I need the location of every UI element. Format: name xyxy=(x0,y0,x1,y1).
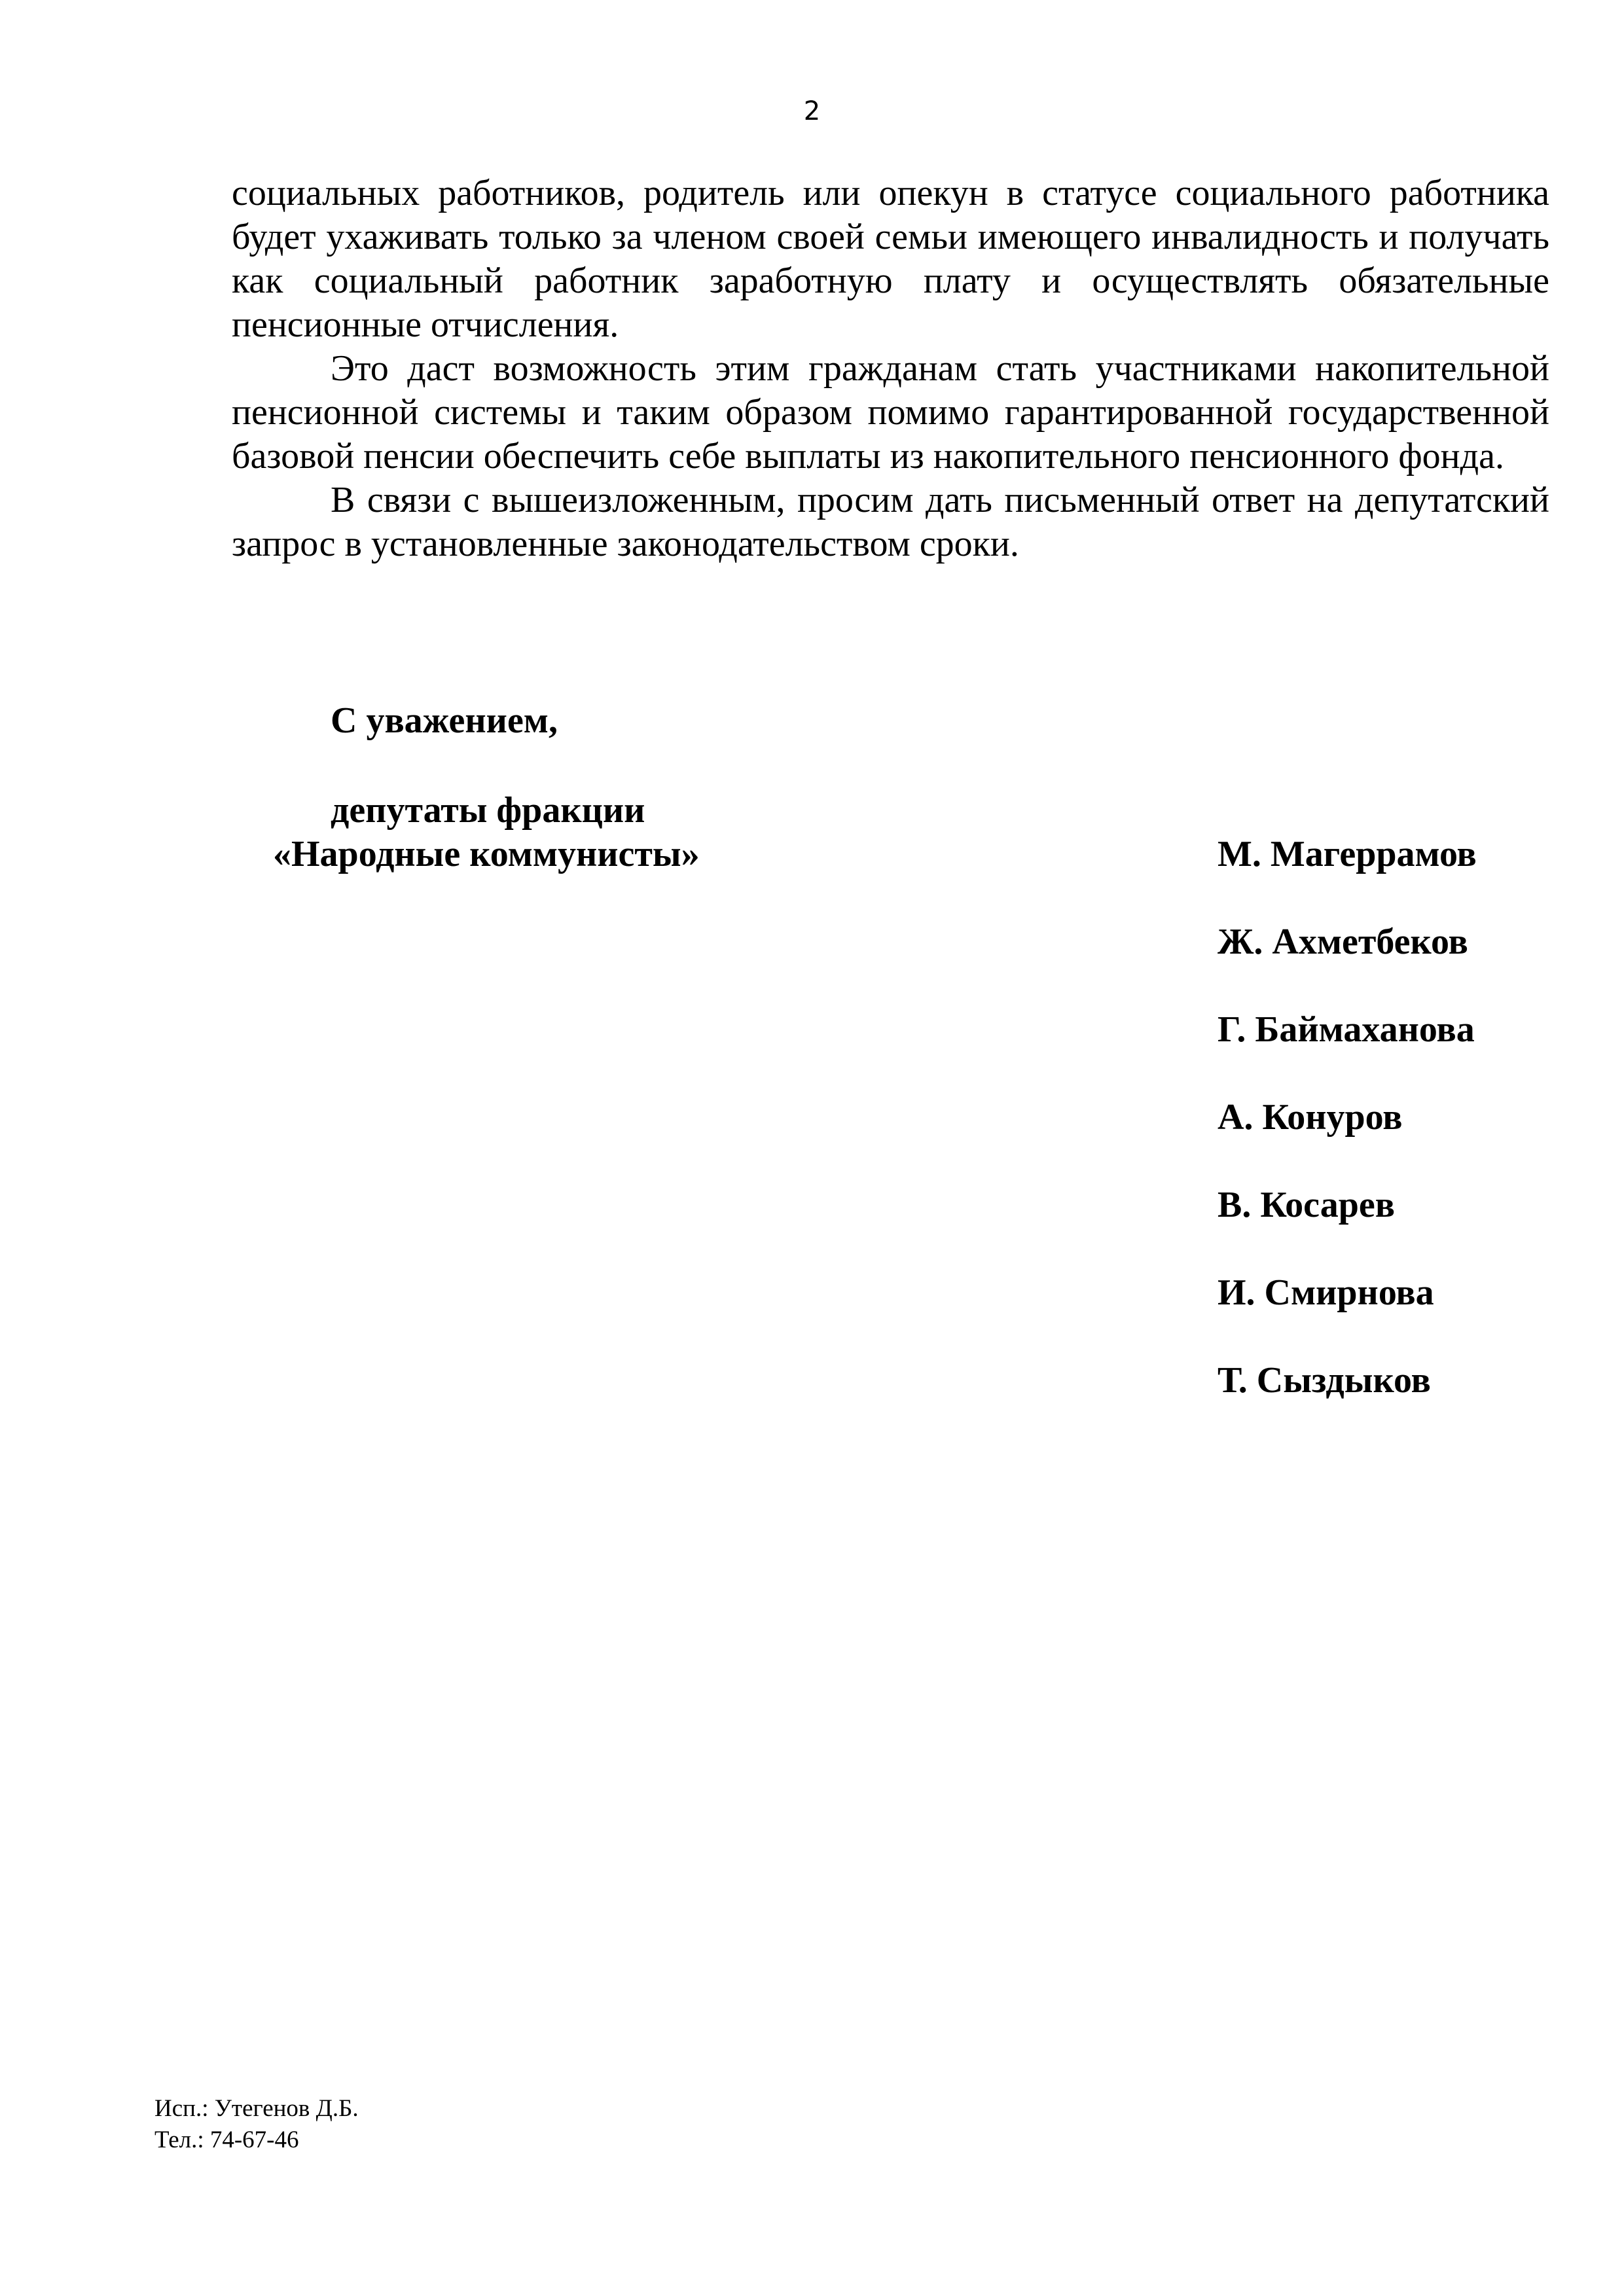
signatory-name: Т. Сыздыков xyxy=(1218,1360,1431,1401)
signatory-name: Ж. Ахметбеков xyxy=(1218,922,1468,962)
signatory-name: М. Магеррамов xyxy=(1218,834,1477,874)
letter-body xyxy=(232,171,1549,566)
signatory-name: А. Конуров xyxy=(1218,1097,1403,1138)
signatory-name: В. Косарев xyxy=(1218,1185,1395,1225)
executor-block xyxy=(154,2093,359,2156)
faction-label-line2: «Народные коммунисты» xyxy=(273,834,700,874)
signatory-name: И. Смирнова xyxy=(1218,1272,1434,1313)
signatory-name: Г. Баймаханова xyxy=(1218,1009,1475,1050)
paragraph-1: социальных работников, родитель или опекун в статусе социального работника будет ухаживать только за членом своей семьи имеющего инвалидность и получать как социальный работник заработную плату и осуществлять обязательные пенсионные отчисления. xyxy=(232,173,1549,345)
paragraph-2: Это даст возможность этим гражданам стать участниками накопительной пенсионной системы и таким образом помимо гарантированной государственной базовой пенсии обеспечить себе выплаты из накопительного пенсионного фонда. xyxy=(232,348,1549,476)
closing-salutation: С уважением, xyxy=(331,700,558,741)
paragraph-3: В связи с вышеизложенным, просим дать письменный ответ на депутатский запрос в установленные законодательством сроки. xyxy=(232,480,1549,564)
executor-phone: Тел.: 74-67-46 xyxy=(154,2126,299,2153)
signatories-list xyxy=(1218,833,1477,1446)
faction-label-line1: депутаты фракции xyxy=(331,790,645,831)
executor-name: Исп.: Утегенов Д.Б. xyxy=(154,2095,359,2122)
page-number: 2 xyxy=(803,96,821,126)
